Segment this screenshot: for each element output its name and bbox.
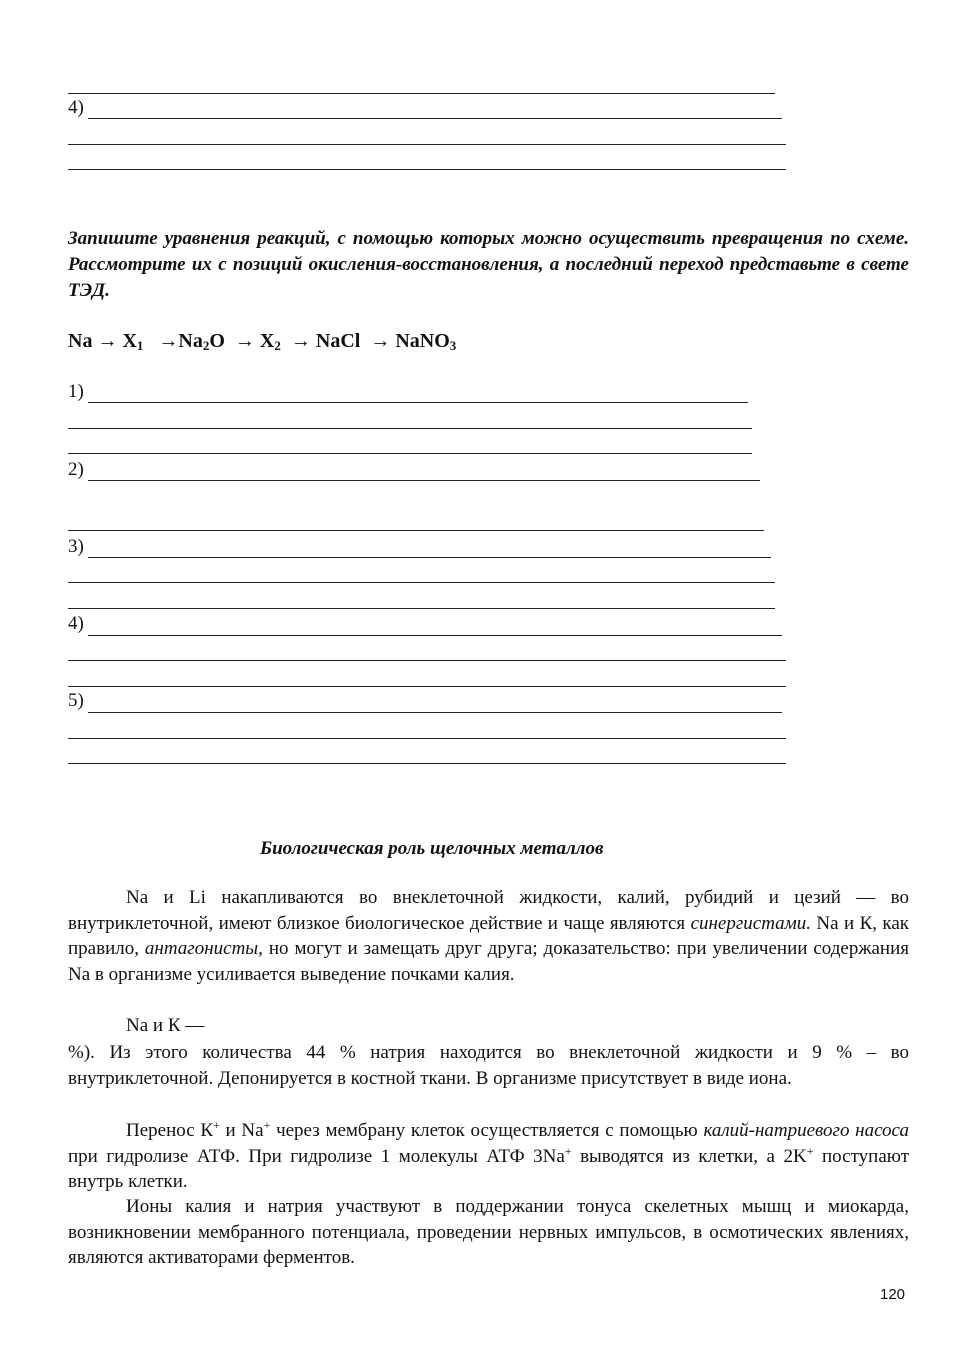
arrow-icon: → xyxy=(290,330,311,352)
document-page: 4) Запишите уравнения реакций, с помощью которых можно осуществить превращения по схеме. Рассмотрите их с позиций окисления-восстановления, а последний переход представьте в свете ТЭД. $Na \to X_1$ $\to Na_2O \to X_2$ → NaCl → NaNO$_3$ 1) 2) 3) 4) 5) Биологическая роль щелочных металлов Na и Li накапливаются во внеклеточной жидкости, калий, рубидий и цезий — во внутриклеточной, имеют близкое биологическое действие и чаще являются синергистами. Na и К, как правило, антагонисты, но могут и замещать друг друга; доказательство: при увеличении содержания Na в организме усиливается выведение почками калия. Na и К — %). Из этого количества 44 % натрия находится во внеклеточной жидкости и 9 % – во внутриклеточной. Депонируется в костной ткани. В организме присутствует в виде иона. Перенос К+ и Na+ через мембрану клеток осуществляется с помощью калий-натриевого насоса при гидролизе АТФ. При гидролизе 1 молекулы АТФ 3Na+ выводятся из клетки, а 2K+ поступают внутрь клетки. Ионы калия и натрия участвуют в поддержании тонуса скелетных мышц и миокарда, возникновении мембранного потенциала, проведении нервных импульсов, в осмотических явлениях, являются активаторами ферментов. 120 xyxy=(0,0,954,1350)
paragraph: Na и Li накапливаются во внеклеточной жидкости, калий, рубидий и цезий — во внутриклеточной, имеют близкое биологическое действие и чаще являются синергистами. Na и К, как правило, антагонисты, но могут и замещать друг друга; доказательство: при увеличении содержания Na в организме усиливается выведение почками калия. xyxy=(68,887,909,985)
formula-x2: $X_2$ xyxy=(259,330,281,353)
paragraph: Ионы калия и натрия участвуют в поддержании тонуса скелетных мышц и миокарда, возникновении мембранного потенциала, проведении нервных импульсов, в осмотических явлениях, являются активаторами ферментов. xyxy=(68,1196,909,1268)
arrow-icon: → xyxy=(370,330,391,352)
paragraph: Перенос К+ и Na+ через мембрану клеток осуществляется с помощью калий-натриевого насоса при гидролизе АТФ. При гидролизе 1 молекулы АТФ 3Na+ выводятся из клетки, а 2K+ поступают внутрь клетки. xyxy=(68,1118,909,1192)
answer-line xyxy=(68,582,775,583)
answer-line xyxy=(88,480,760,481)
arrow-icon: → xyxy=(97,330,118,352)
answer-line xyxy=(68,428,752,429)
formula-na2o: $Na_2O$ xyxy=(178,330,225,353)
paragraph: Na и К — xyxy=(126,1015,205,1036)
formula-na: Na xyxy=(68,330,93,352)
item-number: 3) xyxy=(68,536,84,557)
item-number: 5) xyxy=(68,690,84,711)
answer-line xyxy=(68,169,786,170)
answer-line xyxy=(68,660,786,661)
answer-line xyxy=(68,763,786,764)
answer-line xyxy=(88,635,782,636)
answer-line xyxy=(88,557,771,558)
item-number: 4) xyxy=(68,97,84,118)
item-number: 4) xyxy=(68,613,84,634)
answer-line xyxy=(88,118,782,119)
formula-x1: $X_1$ xyxy=(122,330,144,353)
answer-line xyxy=(68,530,764,531)
formula-nacl: NaCl xyxy=(315,330,361,352)
answer-line xyxy=(68,738,786,739)
paragraph: %). Из этого количества 44 % натрия находится во внеклеточной жидкости и 9 % – во внутриклеточной. Депонируется в костной ткани. В организме присутствует в виде иона. xyxy=(68,1042,909,1089)
page-number: 120 xyxy=(880,1286,906,1303)
item-number: 2) xyxy=(68,459,84,480)
arrow-icon: → xyxy=(234,330,255,352)
reaction-scheme xyxy=(68,326,456,361)
answer-line xyxy=(88,402,748,403)
answer-line xyxy=(88,712,782,713)
answer-line xyxy=(68,686,786,687)
item-number: 1) xyxy=(68,381,84,402)
answer-line xyxy=(68,93,775,94)
answer-line xyxy=(68,608,775,609)
formula-nano3: NaNO$_3$ xyxy=(395,330,457,353)
arrow-icon: → xyxy=(158,330,179,352)
answer-line xyxy=(68,144,786,145)
answer-line xyxy=(68,453,752,454)
task-instruction: Запишите уравнения реакций, с помощью которых можно осуществить превращения по схеме. Рассмотрите их с позиций окисления-восстановления, а последний переход представьте в свете ТЭД. xyxy=(68,228,909,301)
